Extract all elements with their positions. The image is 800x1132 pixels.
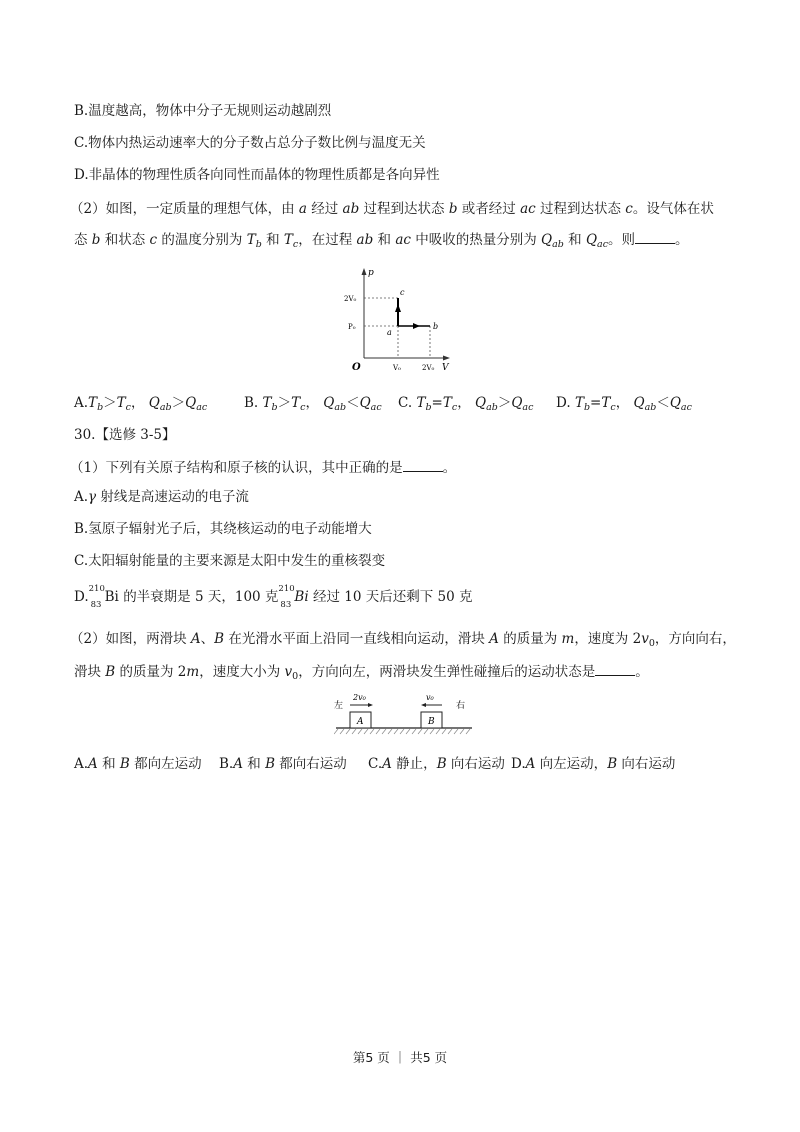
point-a-label: a <box>387 328 392 337</box>
q30-1-option-d: D. 210 83 Bi 的半衰期是 5 天，100 克 210 83 Bi 经过 10 天后还剩下 50 克 <box>74 583 473 610</box>
v-axis-label: V <box>442 363 449 373</box>
page-footer: 第5 页 ｜ 共5 页 <box>352 1050 448 1065</box>
p-tick-1: P₀ <box>348 323 356 331</box>
q29-option-d: D.非晶体的物理性质各向同性而晶体的物理性质都是各向异性 <box>74 167 440 183</box>
block-a-label: A <box>357 717 364 727</box>
q29-2-option-a: $A.T_b>T_c$， $Q_{ab}>Q_{ac}$ <box>74 395 208 413</box>
pv-diagram <box>334 266 454 376</box>
q30-2-stem-line2: 滑块 B 的质量为 2m，速度大小为 $v_0$，方向向左，两滑块发生弹性碰撞后的运动状态是 。 <box>74 661 649 682</box>
q29-2-option-c: C. $T_b=T_c$， $Q_{ab}>Q_{ac}$ <box>398 395 534 413</box>
answer-blank <box>635 229 675 244</box>
q30-2-stem-line1: （2）如图，两滑块 A、B 在光滑水平面上沿同一直线相向运动，滑块 A 的质量为 m，速度为 $2v_0$，方向向右， <box>70 631 736 649</box>
point-c-label: c <box>400 288 405 297</box>
v-tick-2: 2V₀ <box>422 364 435 372</box>
p-axis-label: p <box>368 268 374 278</box>
q30-1-option-c: C.太阳辐射能量的主要来源是太阳中发生的重核裂变 <box>74 553 386 569</box>
v-tick-1: V₀ <box>393 364 401 372</box>
q30-1-stem: （1）下列有关原子结构和原子核的认识，其中正确的是 。 <box>70 457 456 478</box>
origin-label: O <box>352 362 361 373</box>
left-label: 左 <box>334 701 344 711</box>
point-b-label: b <box>433 322 439 331</box>
q30-title: 30.【选修 3-5】 <box>74 427 176 443</box>
q30-2-option-d: D.A 向左运动，B 向右运动 <box>511 756 676 772</box>
velocity-a-label: 2v₀ <box>353 693 366 702</box>
q29-2-options <box>74 393 734 413</box>
q29-option-b: B.温度越高，物体中分子无规则运动越剧烈 <box>74 103 332 119</box>
answer-blank <box>595 661 635 676</box>
q30-2-option-a: A.A 和 B 都向左运动 <box>74 756 202 772</box>
block-b-label: B <box>428 717 435 727</box>
bismuth-nuclide: 210 83 <box>88 583 105 610</box>
right-label: 右 <box>456 701 466 711</box>
q29-2-stem-line2: 态 b 和状态 c 的温度分别为 $T_b$ 和 $T_c$，在过程 ab 和 ac 中吸收的热量分别为 $Q_{ab}$ 和 $Q_{ac}$。则 。 <box>74 229 689 250</box>
collision-diagram <box>334 692 474 738</box>
q29-2-stem-line1: （2）如图，一定质量的理想气体，由 a 经过 ab 过程到达状态 b 或者经过 ac 过程到达状态 c。设气体在状 <box>70 201 714 217</box>
q29-2-option-d: D. $T_b=T_c$， $Q_{ab}<Q_{ac}$ <box>556 395 692 413</box>
q30-1-option-b: B.氢原子辐射光子后，其绕核运动的电子动能增大 <box>74 521 372 537</box>
velocity-b-label: v₀ <box>426 693 434 702</box>
q29-2-option-b: B. $T_b>T_c$， $Q_{ab}<Q_{ac}$ <box>244 395 382 413</box>
q29-option-c: C.物体内热运动速率大的分子数占总分子数比例与温度无关 <box>74 135 426 151</box>
q30-2-option-b: B.A 和 B 都向右运动 <box>219 756 347 772</box>
bismuth-nuclide-2: 210 83 <box>278 583 295 610</box>
q30-1-option-a: A.γ 射线是高速运动的电子流 <box>74 489 249 505</box>
p-tick-2: 2V₀ <box>344 295 357 303</box>
q30-2-option-c: C.A 静止，B 向右运动 <box>368 756 505 772</box>
answer-blank <box>403 457 443 472</box>
